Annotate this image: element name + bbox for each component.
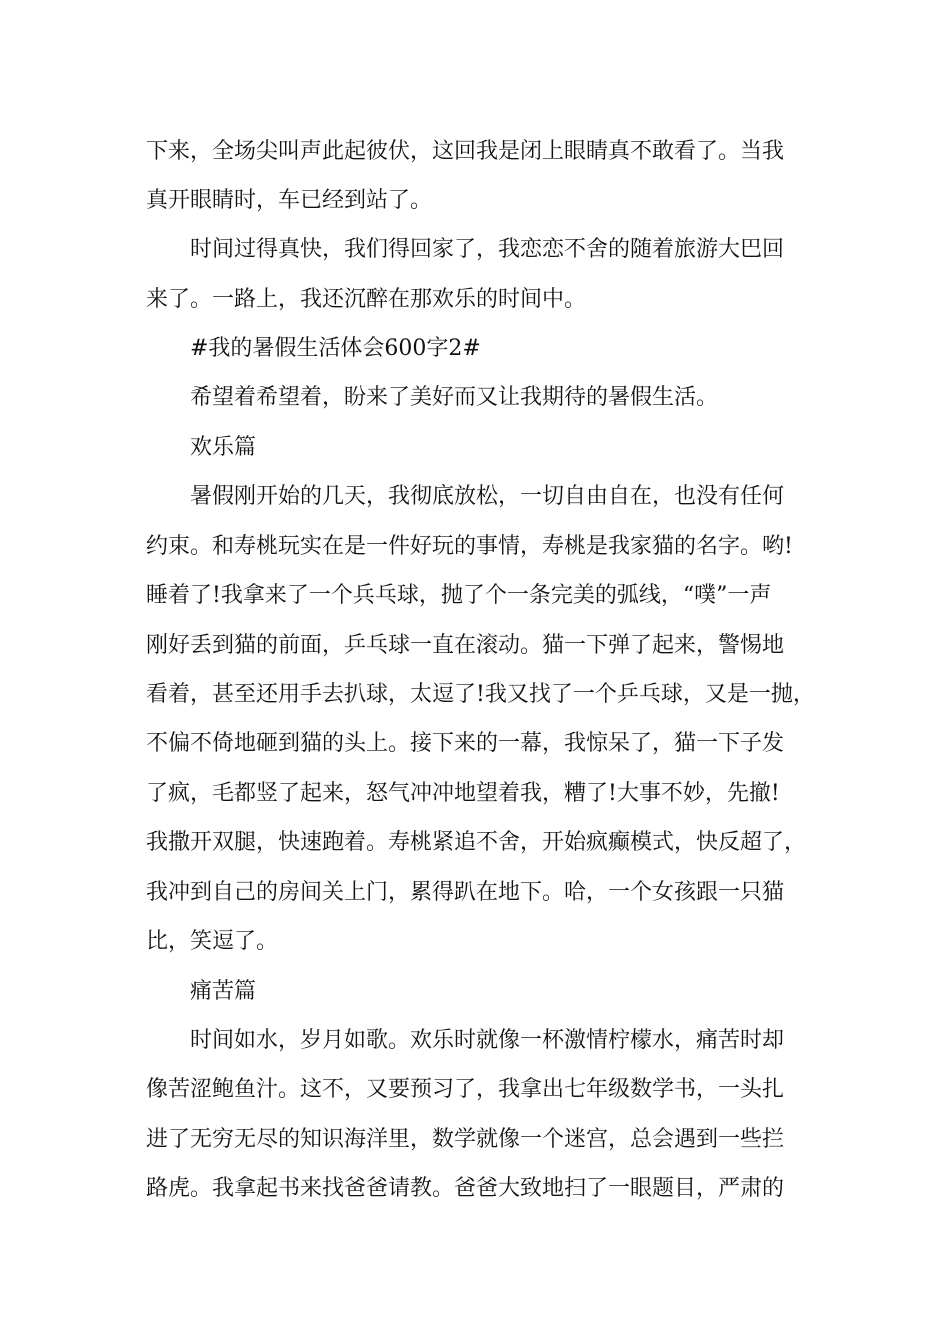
text-line: 我撒开双腿，快速跑着。寿桃紧追不舍，开始疯癫模式，快反超了， (146, 830, 807, 855)
section-heading: #我的暑假生活体会600字2# (190, 336, 481, 361)
paragraph-first-line: 暑假刚开始的几天，我彻底放松，一切自由自在，也没有任何 (190, 484, 785, 509)
text-line: 进了无穷无尽的知识海洋里，数学就像一个迷宫，总会遇到一些拦 (146, 1127, 785, 1152)
text-line: 看着，甚至还用手去扒球，太逗了!我又找了一个乒乓球，又是一抛， (146, 682, 815, 707)
text-line: 比，笑逗了。 (146, 929, 279, 954)
text-line: 我冲到自己的房间关上门，累得趴在地下。哈，一个女孩跟一只猫 (146, 880, 785, 905)
subsection-heading: 痛苦篇 (190, 979, 257, 1004)
text-line: 约束。和寿桃玩实在是一件好玩的事情，寿桃是我家猫的名字。哟! (146, 534, 793, 559)
text-line: 刚好丢到猫的前面，乒乓球一直在滚动。猫一下弹了起来，警惕地 (146, 633, 785, 658)
text-line: 不偏不倚地砸到猫的头上。接下来的一幕，我惊呆了，猫一下子发 (146, 731, 785, 756)
paragraph-first-line: 希望着希望着，盼来了美好而又让我期待的暑假生活。 (190, 385, 719, 410)
subsection-heading: 欢乐篇 (190, 435, 257, 460)
text-line: 路虎。我拿起书来找爸爸请教。爸爸大致地扫了一眼题目，严肃的 (146, 1176, 785, 1201)
text-line: 了疯，毛都竖了起来，怒气冲冲地望着我，糟了!大事不妙，先撤! (146, 781, 780, 806)
text-line: 睡着了!我拿来了一个兵乓球，抛了个一条完美的弧线，“噗”一声 (146, 583, 772, 608)
text-line: 来了。一路上，我还沉醉在那欢乐的时间中。 (146, 287, 587, 312)
text-line: 下来，全场尖叫声此起彼伏，这回我是闭上眼睛真不敢看了。当我 (146, 139, 785, 164)
paragraph-first-line: 时间如水，岁月如歌。欢乐时就像一杯激情柠檬水，痛苦时却 (190, 1028, 785, 1053)
text-line: 真开眼睛时，车已经到站了。 (146, 188, 433, 213)
paragraph-first-line: 时间过得真快，我们得回家了，我恋恋不舍的随着旅游大巴回 (190, 237, 785, 262)
text-line: 像苦涩鲍鱼汁。这不，又要预习了，我拿出七年级数学书，一头扎 (146, 1077, 785, 1102)
